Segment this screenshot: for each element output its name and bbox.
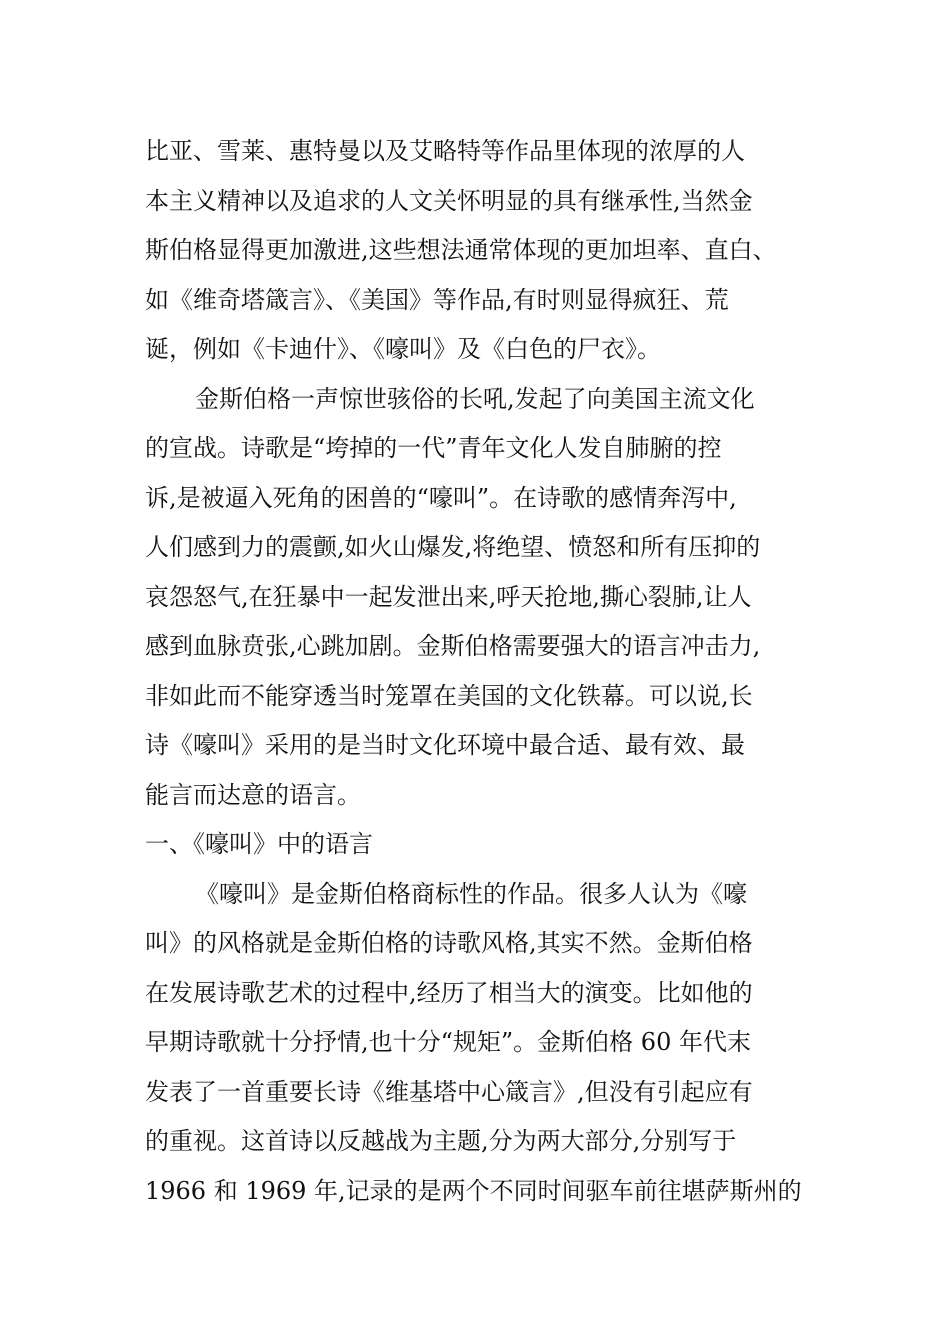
text-line: 的宣战。诗歌是“垮掉的一代”青年文化人发自肺腑的控 <box>145 434 722 462</box>
text-line: 诗《嚎叫》采用的是当时文化环境中最合适、最有效、最 <box>145 731 745 759</box>
text-line: 比亚、雪莱、惠特曼以及艾略特等作品里体现的浓厚的人 <box>145 137 745 165</box>
text-line: 在发展诗歌艺术的过程中,经历了相当大的演变。比如他的 <box>145 978 753 1007</box>
text-line: 金斯伯格一声惊世骇俗的长吼,发起了向美国主流文化 <box>195 384 755 413</box>
text-line: 诞，例如《卡迪什》、《嚎叫》及《白色的尸衣》。 <box>145 335 661 363</box>
text-line: 发表了一首重要长诗《维基塔中心箴言》,但没有引起应有 <box>145 1077 753 1106</box>
text-line: 能言而达意的语言。 <box>145 780 361 809</box>
text-line: 感到血脉贲张,心跳加剧。金斯伯格需要强大的语言冲击力, <box>145 632 761 660</box>
body-text <box>145 127 825 1216</box>
text-line: 本主义精神以及追求的人文关怀明显的具有继承性,当然金 <box>145 186 753 215</box>
text-line: 的重视。这首诗以反越战为主题,分为两大部分,分别写于 <box>145 1127 737 1155</box>
text-line: 诉,是被逼入死角的困兽的“嚎叫”。在诗歌的感情奔泻中, <box>145 483 737 512</box>
text-line: 斯伯格显得更加激进,这些想法通常体现的更加坦率、直白、 <box>145 236 777 264</box>
text-line: 非如此而不能穿透当时笼罩在美国的文化铁幕。可以说,长 <box>145 681 753 710</box>
text-line: 哀怨怒气,在狂暴中一起发泄出来,呼天抢地,撕心裂肺,让人 <box>145 582 752 611</box>
text-line: 《嚎叫》是金斯伯格商标性的作品。很多人认为《嚎 <box>195 879 747 908</box>
text-line: 1966 和 1969 年,记录的是两个不同时间驱车前往堪萨斯州的 <box>145 1176 802 1205</box>
section-heading: 一、《嚎叫》中的语言 <box>145 830 373 858</box>
text-line: 叫》的风格就是金斯伯格的诗歌风格,其实不然。金斯伯格 <box>145 929 753 957</box>
text-line: 如《维奇塔箴言》、《美国》等作品,有时则显得疯狂、荒 <box>145 285 729 314</box>
text-line: 早期诗歌就十分抒情,也十分“规矩”。金斯伯格 60 年代末 <box>145 1028 751 1056</box>
text-line: 人们感到力的震颤,如火山爆发,将绝望、愤怒和所有压抑的 <box>145 533 761 561</box>
